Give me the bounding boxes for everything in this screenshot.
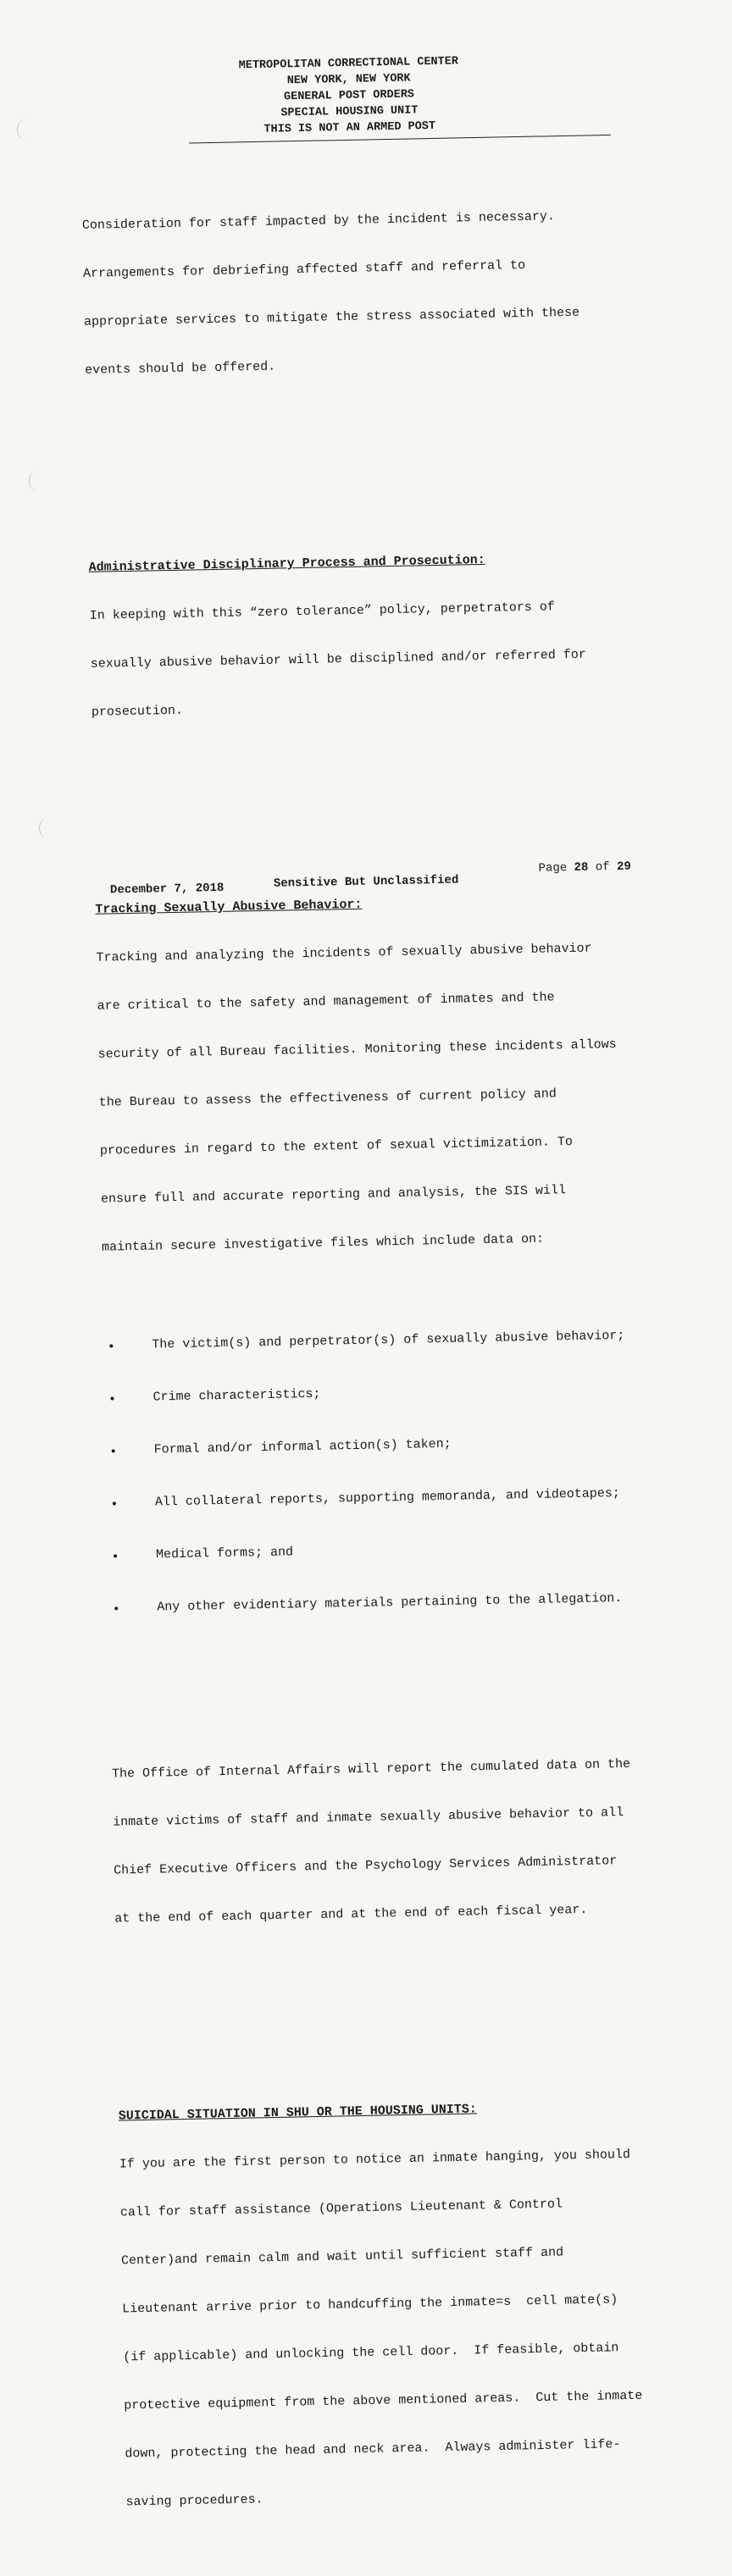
- punch-hole-mark: [29, 470, 48, 492]
- header-line-4: SPECIAL HOUSING UNIT: [280, 104, 419, 120]
- intro-line: events should be offered.: [85, 359, 276, 378]
- section-heading-suicidal: SUICIDAL SITUATION IN SHU OR THE HOUSING UNITS:: [118, 2102, 477, 2124]
- header-line-3: GENERAL POST ORDERS: [283, 88, 415, 104]
- header-line-2: NEW YORK, NEW YORK: [286, 72, 411, 88]
- list-item: Crime characteristics;: [104, 1378, 672, 1409]
- intro-line: Consideration for staff impacted by the incident is necessary.: [81, 209, 556, 233]
- list-item: Medical forms; and: [108, 1535, 675, 1567]
- section-line: In keeping with this “zero tolerance” policy, perpetrators of: [89, 600, 555, 623]
- section-line: inmate victims of staff and inmate sexually abusive behavior to all: [112, 1805, 624, 1830]
- footer-page-number: Page 28 of 29: [538, 860, 631, 876]
- header-line-1: METROPOLITAN CORRECTIONAL CENTER: [238, 55, 459, 73]
- section-line: prosecution.: [91, 703, 184, 720]
- section-disciplinary: [88, 517, 660, 753]
- document-header: [187, 53, 511, 139]
- list-item: The victim(s) and perpetrator(s) of sexually abusive behavior;: [103, 1325, 671, 1357]
- list-item: Formal and/or informal action(s) taken;: [105, 1430, 673, 1462]
- section-line: security of all Bureau facilities. Monitoring these incidents allows: [97, 1036, 617, 1062]
- section-line: maintain secure investigative files which include data on:: [101, 1231, 545, 1255]
- bullet-icon: [109, 1344, 113, 1347]
- bullet-icon: [110, 1396, 114, 1400]
- section-line: (if applicable) and unlocking the cell door. If feasible, obtain: [123, 2341, 619, 2365]
- section-line: procedures in regard to the extent of sexual victimization. To: [99, 1135, 574, 1158]
- intro-line: appropriate services to mitigate the stress associated with these: [83, 305, 580, 329]
- punch-hole-mark: [17, 119, 36, 141]
- section-line: Chief Executive Officers and the Psychology Services Administrator: [114, 1854, 618, 1878]
- document-body: [80, 142, 695, 2574]
- section-line: call for staff assistance (Operations Lieutenant & Control: [119, 2197, 563, 2220]
- bullet-icon: [113, 1501, 116, 1505]
- section-heading-tracking: Tracking Sexually Abusive Behavior:: [95, 897, 363, 917]
- section-line: Center)and remain calm and wait until sufficient staff and: [120, 2245, 564, 2269]
- section-line: the Bureau to assess the effectiveness of current policy and: [98, 1086, 557, 1110]
- header-line-5: THIS IS NOT AN ARMED POST: [263, 119, 436, 136]
- section-line: down, protecting the head and neck area. Always administer life-: [125, 2437, 621, 2462]
- section-line: sexually abusive behavior will be disciplined and/or referred for: [90, 647, 587, 672]
- section-suicidal: [118, 2065, 694, 2543]
- section-line: ensure full and accurate reporting and analysis, the SIS will: [100, 1183, 567, 1207]
- bullet-icon: [114, 1554, 117, 1557]
- list-item: Any other evidentiary materials pertaining to the allegation.: [108, 1588, 676, 1619]
- section-line: If you are the first person to notice an inmate hanging, you should: [119, 2147, 631, 2172]
- bullet-icon: [112, 1449, 115, 1452]
- footer-date: December 7, 2018: [109, 881, 225, 898]
- section-heading-disciplinary: Administrative Disciplinary Process and Prosecution:: [88, 552, 485, 575]
- section-line: Lieutenant arrive prior to handcuffing the inmate=s cell mate(s): [122, 2292, 618, 2317]
- punch-hole-mark: [39, 817, 58, 839]
- section-line: protective equipment from the above mentioned areas. Cut the inmate: [124, 2388, 643, 2413]
- section-tracking: [95, 859, 684, 1960]
- list-item: All collateral reports, supporting memoranda, and videotapes;: [107, 1483, 674, 1514]
- section-line: The Office of Internal Affairs will report the cumulated data on the: [111, 1756, 631, 1782]
- bullet-icon: [114, 1606, 118, 1610]
- section-line: Tracking and analyzing the incidents of sexually abusive behavior: [96, 941, 592, 965]
- intro-paragraph: [81, 174, 653, 411]
- section-line: saving procedures.: [125, 2492, 263, 2510]
- section-line: at the end of each quarter and at the end of each fiscal year.: [114, 1902, 588, 1926]
- intro-line: Arrangements for debriefing affected staff and referral to: [82, 257, 526, 281]
- section-line: are critical to the safety and management of inmates and the: [97, 990, 555, 1014]
- tracking-data-list: [103, 1293, 677, 1651]
- footer-classification: Sensitive But Unclassified: [273, 873, 459, 891]
